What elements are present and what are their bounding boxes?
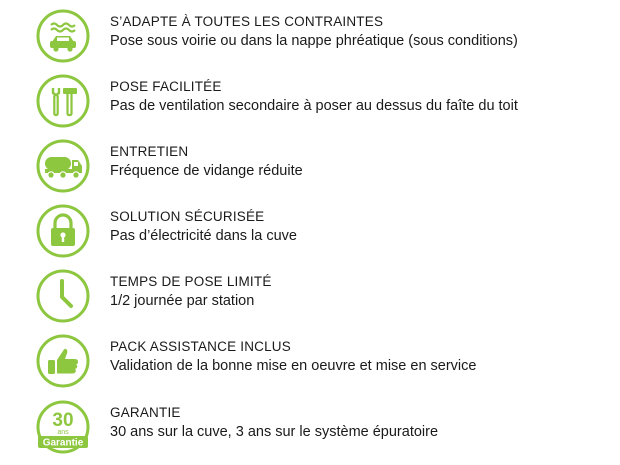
feature-item-install-time bbox=[0, 268, 620, 332]
tools-icon bbox=[35, 73, 91, 129]
feature-title: ENTRETIEN bbox=[110, 144, 189, 159]
feature-title: GARANTIE bbox=[110, 405, 181, 420]
feature-title: S’ADAPTE À TOUTES LES CONTRAINTES bbox=[110, 14, 384, 29]
tanker-truck-icon bbox=[35, 138, 91, 194]
feature-item-installation bbox=[0, 73, 620, 137]
thumbs-up-icon bbox=[35, 333, 91, 389]
road-water-car-icon bbox=[35, 8, 91, 64]
warranty-badge-icon bbox=[35, 399, 91, 455]
feature-title: POSE FACILITÉE bbox=[110, 79, 222, 94]
feature-item-warranty bbox=[0, 399, 620, 463]
feature-description: 1/2 journée par station bbox=[110, 293, 255, 309]
feature-description: Pas d’électricité dans la cuve bbox=[110, 228, 297, 244]
feature-item-secure bbox=[0, 203, 620, 267]
clock-icon bbox=[35, 268, 91, 324]
padlock-icon bbox=[35, 203, 91, 259]
warranty-unit: ans bbox=[57, 429, 69, 436]
feature-item-constraints bbox=[0, 8, 620, 72]
feature-title: PACK ASSISTANCE INCLUS bbox=[110, 339, 291, 354]
feature-item-assistance bbox=[0, 333, 620, 397]
feature-description: Pas de ventilation secondaire à poser au dessus du faîte du toit bbox=[110, 98, 518, 114]
feature-description: Validation de la bonne mise en oeuvre et mise en service bbox=[110, 358, 477, 374]
warranty-label: Garantie bbox=[42, 437, 84, 449]
feature-item-maintenance bbox=[0, 138, 620, 202]
feature-description: 30 ans sur la cuve, 3 ans sur le système épuratoire bbox=[110, 424, 439, 440]
feature-description: Pose sous voirie ou dans la nappe phréatique (sous conditions) bbox=[110, 33, 518, 49]
feature-description: Fréquence de vidange réduite bbox=[110, 163, 303, 179]
feature-title: SOLUTION SÉCURISÉE bbox=[110, 209, 265, 224]
feature-title: TEMPS DE POSE LIMITÉ bbox=[110, 274, 272, 289]
warranty-number: 30 bbox=[52, 410, 74, 431]
